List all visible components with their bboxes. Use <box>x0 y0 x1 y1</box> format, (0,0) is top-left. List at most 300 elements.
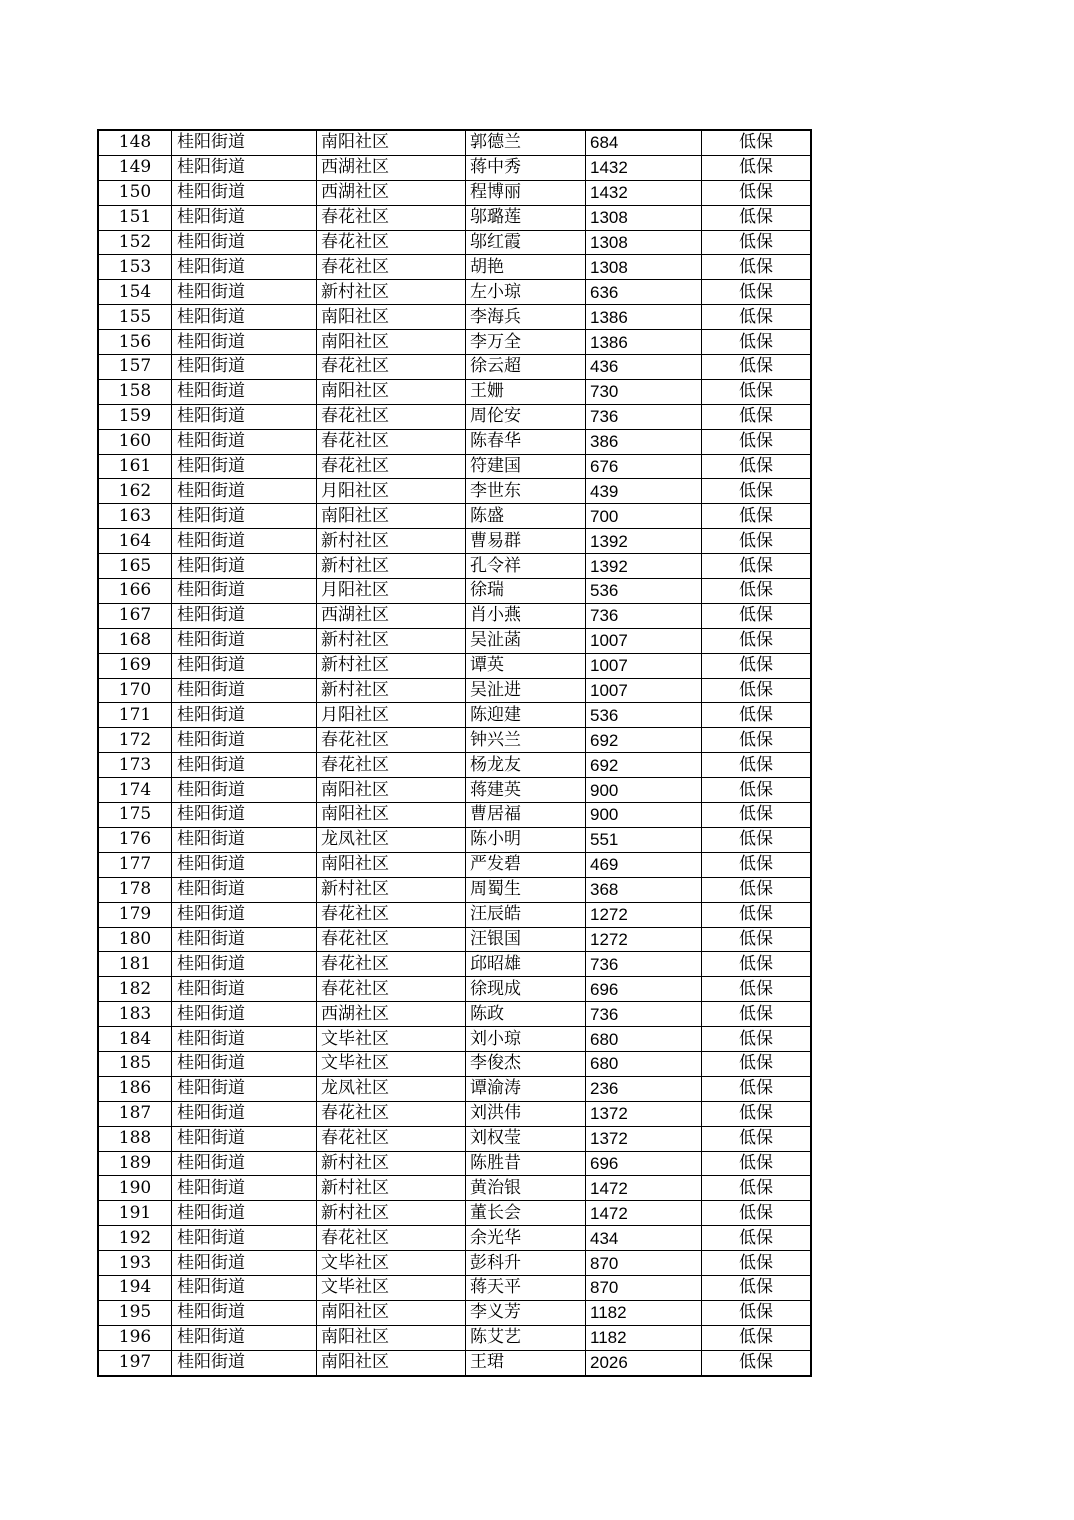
type-cell: 低保 <box>702 753 812 778</box>
table-row <box>98 1176 811 1201</box>
community-cell: 新村社区 <box>317 678 466 703</box>
type-cell: 低保 <box>702 130 812 155</box>
street-cell: 桂阳街道 <box>172 877 317 902</box>
table-row <box>98 479 811 504</box>
table-row <box>98 852 811 877</box>
type-cell: 低保 <box>702 230 812 255</box>
street-cell: 桂阳街道 <box>172 579 317 604</box>
type-cell: 低保 <box>702 1201 812 1226</box>
table-row <box>98 1350 811 1375</box>
type-cell: 低保 <box>702 280 812 305</box>
table-row <box>98 1275 811 1300</box>
amount-cell: 636 <box>586 280 702 305</box>
row-number-cell: 174 <box>98 778 172 803</box>
street-cell: 桂阳街道 <box>172 703 317 728</box>
table-row <box>98 529 811 554</box>
street-cell: 桂阳街道 <box>172 1275 317 1300</box>
name-cell: 周伦安 <box>466 404 586 429</box>
community-cell: 南阳社区 <box>317 305 466 330</box>
amount-cell: 1182 <box>586 1325 702 1350</box>
amount-cell: 680 <box>586 1051 702 1076</box>
row-number-cell: 161 <box>98 454 172 479</box>
street-cell: 桂阳街道 <box>172 852 317 877</box>
table-row <box>98 330 811 355</box>
table-row <box>98 1101 811 1126</box>
table-row <box>98 902 811 927</box>
community-cell: 春花社区 <box>317 927 466 952</box>
street-cell: 桂阳街道 <box>172 1027 317 1052</box>
row-number-cell: 195 <box>98 1300 172 1325</box>
community-cell: 龙凤社区 <box>317 827 466 852</box>
table-row <box>98 355 811 380</box>
row-number-cell: 150 <box>98 180 172 205</box>
amount-cell: 1372 <box>586 1101 702 1126</box>
name-cell: 王姗 <box>466 379 586 404</box>
type-cell: 低保 <box>702 628 812 653</box>
name-cell: 符建国 <box>466 454 586 479</box>
amount-cell: 870 <box>586 1275 702 1300</box>
amount-cell: 1472 <box>586 1176 702 1201</box>
street-cell: 桂阳街道 <box>172 180 317 205</box>
type-cell: 低保 <box>702 977 812 1002</box>
community-cell: 月阳社区 <box>317 479 466 504</box>
community-cell: 新村社区 <box>317 554 466 579</box>
street-cell: 桂阳街道 <box>172 628 317 653</box>
community-cell: 春花社区 <box>317 355 466 380</box>
name-cell: 蒋建英 <box>466 778 586 803</box>
table-row <box>98 130 811 155</box>
street-cell: 桂阳街道 <box>172 1350 317 1375</box>
community-cell: 春花社区 <box>317 728 466 753</box>
community-cell: 新村社区 <box>317 280 466 305</box>
name-cell: 刘洪伟 <box>466 1101 586 1126</box>
community-cell: 春花社区 <box>317 1226 466 1251</box>
amount-cell: 1182 <box>586 1300 702 1325</box>
street-cell: 桂阳街道 <box>172 1002 317 1027</box>
name-cell: 陈迎建 <box>466 703 586 728</box>
row-number-cell: 192 <box>98 1226 172 1251</box>
name-cell: 刘小琼 <box>466 1027 586 1052</box>
row-number-cell: 164 <box>98 529 172 554</box>
street-cell: 桂阳街道 <box>172 1251 317 1276</box>
row-number-cell: 159 <box>98 404 172 429</box>
street-cell: 桂阳街道 <box>172 1151 317 1176</box>
community-cell: 春花社区 <box>317 429 466 454</box>
name-cell: 蒋中秀 <box>466 155 586 180</box>
row-number-cell: 167 <box>98 603 172 628</box>
name-cell: 陈小明 <box>466 827 586 852</box>
name-cell: 陈胜昔 <box>466 1151 586 1176</box>
row-number-cell: 169 <box>98 653 172 678</box>
name-cell: 徐现成 <box>466 977 586 1002</box>
type-cell: 低保 <box>702 529 812 554</box>
street-cell: 桂阳街道 <box>172 280 317 305</box>
row-number-cell: 166 <box>98 579 172 604</box>
street-cell: 桂阳街道 <box>172 1325 317 1350</box>
street-cell: 桂阳街道 <box>172 753 317 778</box>
type-cell: 低保 <box>702 180 812 205</box>
amount-cell: 1007 <box>586 653 702 678</box>
street-cell: 桂阳街道 <box>172 404 317 429</box>
amount-cell: 676 <box>586 454 702 479</box>
amount-cell: 736 <box>586 404 702 429</box>
row-number-cell: 180 <box>98 927 172 952</box>
amount-cell: 1392 <box>586 554 702 579</box>
name-cell: 徐云超 <box>466 355 586 380</box>
name-cell: 杨龙友 <box>466 753 586 778</box>
street-cell: 桂阳街道 <box>172 778 317 803</box>
name-cell: 黄治银 <box>466 1176 586 1201</box>
type-cell: 低保 <box>702 728 812 753</box>
type-cell: 低保 <box>702 803 812 828</box>
row-number-cell: 187 <box>98 1101 172 1126</box>
amount-cell: 1007 <box>586 678 702 703</box>
community-cell: 西湖社区 <box>317 603 466 628</box>
street-cell: 桂阳街道 <box>172 255 317 280</box>
amount-cell: 680 <box>586 1027 702 1052</box>
name-cell: 董长会 <box>466 1201 586 1226</box>
community-cell: 文毕社区 <box>317 1275 466 1300</box>
community-cell: 新村社区 <box>317 628 466 653</box>
community-cell: 南阳社区 <box>317 803 466 828</box>
name-cell: 邬璐莲 <box>466 205 586 230</box>
amount-cell: 1392 <box>586 529 702 554</box>
amount-cell: 1308 <box>586 205 702 230</box>
amount-cell: 536 <box>586 703 702 728</box>
type-cell: 低保 <box>702 778 812 803</box>
type-cell: 低保 <box>702 205 812 230</box>
community-cell: 文毕社区 <box>317 1051 466 1076</box>
street-cell: 桂阳街道 <box>172 653 317 678</box>
name-cell: 李世东 <box>466 479 586 504</box>
name-cell: 陈盛 <box>466 504 586 529</box>
street-cell: 桂阳街道 <box>172 504 317 529</box>
table-row <box>98 1126 811 1151</box>
name-cell: 李义芳 <box>466 1300 586 1325</box>
row-number-cell: 191 <box>98 1201 172 1226</box>
row-number-cell: 188 <box>98 1126 172 1151</box>
table-row <box>98 255 811 280</box>
name-cell: 刘权莹 <box>466 1126 586 1151</box>
type-cell: 低保 <box>702 404 812 429</box>
name-cell: 程博丽 <box>466 180 586 205</box>
table-row <box>98 230 811 255</box>
row-number-cell: 175 <box>98 803 172 828</box>
table-row <box>98 404 811 429</box>
type-cell: 低保 <box>702 379 812 404</box>
row-number-cell: 182 <box>98 977 172 1002</box>
name-cell: 陈春华 <box>466 429 586 454</box>
street-cell: 桂阳街道 <box>172 379 317 404</box>
type-cell: 低保 <box>702 330 812 355</box>
amount-cell: 692 <box>586 728 702 753</box>
community-cell: 春花社区 <box>317 404 466 429</box>
type-cell: 低保 <box>702 155 812 180</box>
data-table <box>97 129 812 1377</box>
street-cell: 桂阳街道 <box>172 1226 317 1251</box>
table-row <box>98 429 811 454</box>
street-cell: 桂阳街道 <box>172 230 317 255</box>
amount-cell: 551 <box>586 827 702 852</box>
row-number-cell: 189 <box>98 1151 172 1176</box>
type-cell: 低保 <box>702 454 812 479</box>
amount-cell: 696 <box>586 1151 702 1176</box>
amount-cell: 386 <box>586 429 702 454</box>
type-cell: 低保 <box>702 1126 812 1151</box>
street-cell: 桂阳街道 <box>172 205 317 230</box>
street-cell: 桂阳街道 <box>172 1201 317 1226</box>
table-row <box>98 379 811 404</box>
table-row <box>98 703 811 728</box>
table-row <box>98 778 811 803</box>
type-cell: 低保 <box>702 355 812 380</box>
amount-cell: 1432 <box>586 180 702 205</box>
community-cell: 月阳社区 <box>317 579 466 604</box>
type-cell: 低保 <box>702 1300 812 1325</box>
name-cell: 孔令祥 <box>466 554 586 579</box>
type-cell: 低保 <box>702 1076 812 1101</box>
name-cell: 吴沚进 <box>466 678 586 703</box>
row-number-cell: 170 <box>98 678 172 703</box>
name-cell: 曹易群 <box>466 529 586 554</box>
row-number-cell: 183 <box>98 1002 172 1027</box>
amount-cell: 736 <box>586 603 702 628</box>
row-number-cell: 153 <box>98 255 172 280</box>
name-cell: 汪银国 <box>466 927 586 952</box>
street-cell: 桂阳街道 <box>172 927 317 952</box>
row-number-cell: 185 <box>98 1051 172 1076</box>
type-cell: 低保 <box>702 1350 812 1375</box>
type-cell: 低保 <box>702 827 812 852</box>
type-cell: 低保 <box>702 1325 812 1350</box>
community-cell: 春花社区 <box>317 1126 466 1151</box>
community-cell: 新村社区 <box>317 1151 466 1176</box>
community-cell: 南阳社区 <box>317 504 466 529</box>
row-number-cell: 152 <box>98 230 172 255</box>
amount-cell: 536 <box>586 579 702 604</box>
community-cell: 龙凤社区 <box>317 1076 466 1101</box>
type-cell: 低保 <box>702 1002 812 1027</box>
type-cell: 低保 <box>702 1151 812 1176</box>
type-cell: 低保 <box>702 479 812 504</box>
amount-cell: 1272 <box>586 927 702 952</box>
amount-cell: 1386 <box>586 305 702 330</box>
type-cell: 低保 <box>702 1251 812 1276</box>
row-number-cell: 196 <box>98 1325 172 1350</box>
name-cell: 严发碧 <box>466 852 586 877</box>
name-cell: 谭英 <box>466 653 586 678</box>
row-number-cell: 181 <box>98 952 172 977</box>
table-row <box>98 554 811 579</box>
community-cell: 春花社区 <box>317 1101 466 1126</box>
street-cell: 桂阳街道 <box>172 355 317 380</box>
community-cell: 新村社区 <box>317 877 466 902</box>
community-cell: 月阳社区 <box>317 703 466 728</box>
amount-cell: 684 <box>586 130 702 155</box>
amount-cell: 730 <box>586 379 702 404</box>
type-cell: 低保 <box>702 1275 812 1300</box>
table-row <box>98 1076 811 1101</box>
community-cell: 南阳社区 <box>317 330 466 355</box>
row-number-cell: 148 <box>98 130 172 155</box>
row-number-cell: 154 <box>98 280 172 305</box>
street-cell: 桂阳街道 <box>172 902 317 927</box>
type-cell: 低保 <box>702 579 812 604</box>
row-number-cell: 171 <box>98 703 172 728</box>
table-row <box>98 1027 811 1052</box>
amount-cell: 1386 <box>586 330 702 355</box>
street-cell: 桂阳街道 <box>172 678 317 703</box>
type-cell: 低保 <box>702 653 812 678</box>
name-cell: 曹居福 <box>466 803 586 828</box>
table-row <box>98 1300 811 1325</box>
name-cell: 汪辰皓 <box>466 902 586 927</box>
amount-cell: 736 <box>586 1002 702 1027</box>
name-cell: 谭渝涛 <box>466 1076 586 1101</box>
type-cell: 低保 <box>702 1176 812 1201</box>
name-cell: 陈政 <box>466 1002 586 1027</box>
street-cell: 桂阳街道 <box>172 454 317 479</box>
name-cell: 陈艾艺 <box>466 1325 586 1350</box>
amount-cell: 736 <box>586 952 702 977</box>
type-cell: 低保 <box>702 902 812 927</box>
table-row <box>98 977 811 1002</box>
amount-cell: 1372 <box>586 1126 702 1151</box>
table-row <box>98 1251 811 1276</box>
type-cell: 低保 <box>702 603 812 628</box>
community-cell: 南阳社区 <box>317 130 466 155</box>
type-cell: 低保 <box>702 504 812 529</box>
table-row <box>98 803 811 828</box>
community-cell: 南阳社区 <box>317 852 466 877</box>
community-cell: 南阳社区 <box>317 1325 466 1350</box>
name-cell: 余光华 <box>466 1226 586 1251</box>
community-cell: 新村社区 <box>317 1176 466 1201</box>
table-row <box>98 504 811 529</box>
table-row <box>98 1002 811 1027</box>
amount-cell: 1272 <box>586 902 702 927</box>
amount-cell: 1308 <box>586 230 702 255</box>
type-cell: 低保 <box>702 1226 812 1251</box>
name-cell: 徐瑞 <box>466 579 586 604</box>
street-cell: 桂阳街道 <box>172 1101 317 1126</box>
table-row <box>98 678 811 703</box>
amount-cell: 870 <box>586 1251 702 1276</box>
type-cell: 低保 <box>702 305 812 330</box>
street-cell: 桂阳街道 <box>172 529 317 554</box>
community-cell: 南阳社区 <box>317 778 466 803</box>
community-cell: 春花社区 <box>317 454 466 479</box>
name-cell: 李万全 <box>466 330 586 355</box>
community-cell: 春花社区 <box>317 255 466 280</box>
table-row <box>98 753 811 778</box>
table-row <box>98 280 811 305</box>
street-cell: 桂阳街道 <box>172 1051 317 1076</box>
street-cell: 桂阳街道 <box>172 429 317 454</box>
row-number-cell: 158 <box>98 379 172 404</box>
street-cell: 桂阳街道 <box>172 554 317 579</box>
community-cell: 文毕社区 <box>317 1251 466 1276</box>
row-number-cell: 190 <box>98 1176 172 1201</box>
row-number-cell: 173 <box>98 753 172 778</box>
row-number-cell: 155 <box>98 305 172 330</box>
name-cell: 肖小燕 <box>466 603 586 628</box>
table-row <box>98 728 811 753</box>
table-row <box>98 1226 811 1251</box>
community-cell: 文毕社区 <box>317 1027 466 1052</box>
name-cell: 左小琼 <box>466 280 586 305</box>
street-cell: 桂阳街道 <box>172 1300 317 1325</box>
row-number-cell: 156 <box>98 330 172 355</box>
table-row <box>98 155 811 180</box>
amount-cell: 368 <box>586 877 702 902</box>
table-row <box>98 305 811 330</box>
row-number-cell: 162 <box>98 479 172 504</box>
table-row <box>98 827 811 852</box>
amount-cell: 692 <box>586 753 702 778</box>
row-number-cell: 160 <box>98 429 172 454</box>
table-row <box>98 1051 811 1076</box>
street-cell: 桂阳街道 <box>172 977 317 1002</box>
table-row <box>98 1151 811 1176</box>
row-number-cell: 165 <box>98 554 172 579</box>
table-row <box>98 180 811 205</box>
amount-cell: 1432 <box>586 155 702 180</box>
table-row <box>98 1325 811 1350</box>
table-row <box>98 927 811 952</box>
amount-cell: 469 <box>586 852 702 877</box>
table-row <box>98 952 811 977</box>
community-cell: 新村社区 <box>317 653 466 678</box>
name-cell: 钟兴兰 <box>466 728 586 753</box>
street-cell: 桂阳街道 <box>172 479 317 504</box>
row-number-cell: 179 <box>98 902 172 927</box>
table-row <box>98 1201 811 1226</box>
amount-cell: 236 <box>586 1076 702 1101</box>
row-number-cell: 177 <box>98 852 172 877</box>
street-cell: 桂阳街道 <box>172 1176 317 1201</box>
name-cell: 吴沚菡 <box>466 628 586 653</box>
name-cell: 邱昭雄 <box>466 952 586 977</box>
amount-cell: 900 <box>586 778 702 803</box>
name-cell: 邬红霞 <box>466 230 586 255</box>
row-number-cell: 197 <box>98 1350 172 1375</box>
community-cell: 南阳社区 <box>317 379 466 404</box>
street-cell: 桂阳街道 <box>172 155 317 180</box>
row-number-cell: 163 <box>98 504 172 529</box>
name-cell: 王珺 <box>466 1350 586 1375</box>
community-cell: 西湖社区 <box>317 155 466 180</box>
row-number-cell: 194 <box>98 1275 172 1300</box>
table-body <box>98 130 811 1376</box>
type-cell: 低保 <box>702 852 812 877</box>
street-cell: 桂阳街道 <box>172 1126 317 1151</box>
community-cell: 新村社区 <box>317 529 466 554</box>
amount-cell: 2026 <box>586 1350 702 1375</box>
amount-cell: 436 <box>586 355 702 380</box>
row-number-cell: 176 <box>98 827 172 852</box>
table-row <box>98 205 811 230</box>
row-number-cell: 184 <box>98 1027 172 1052</box>
community-cell: 春花社区 <box>317 977 466 1002</box>
community-cell: 西湖社区 <box>317 1002 466 1027</box>
type-cell: 低保 <box>702 952 812 977</box>
row-number-cell: 172 <box>98 728 172 753</box>
row-number-cell: 149 <box>98 155 172 180</box>
row-number-cell: 157 <box>98 355 172 380</box>
community-cell: 新村社区 <box>317 1201 466 1226</box>
name-cell: 周蜀生 <box>466 877 586 902</box>
